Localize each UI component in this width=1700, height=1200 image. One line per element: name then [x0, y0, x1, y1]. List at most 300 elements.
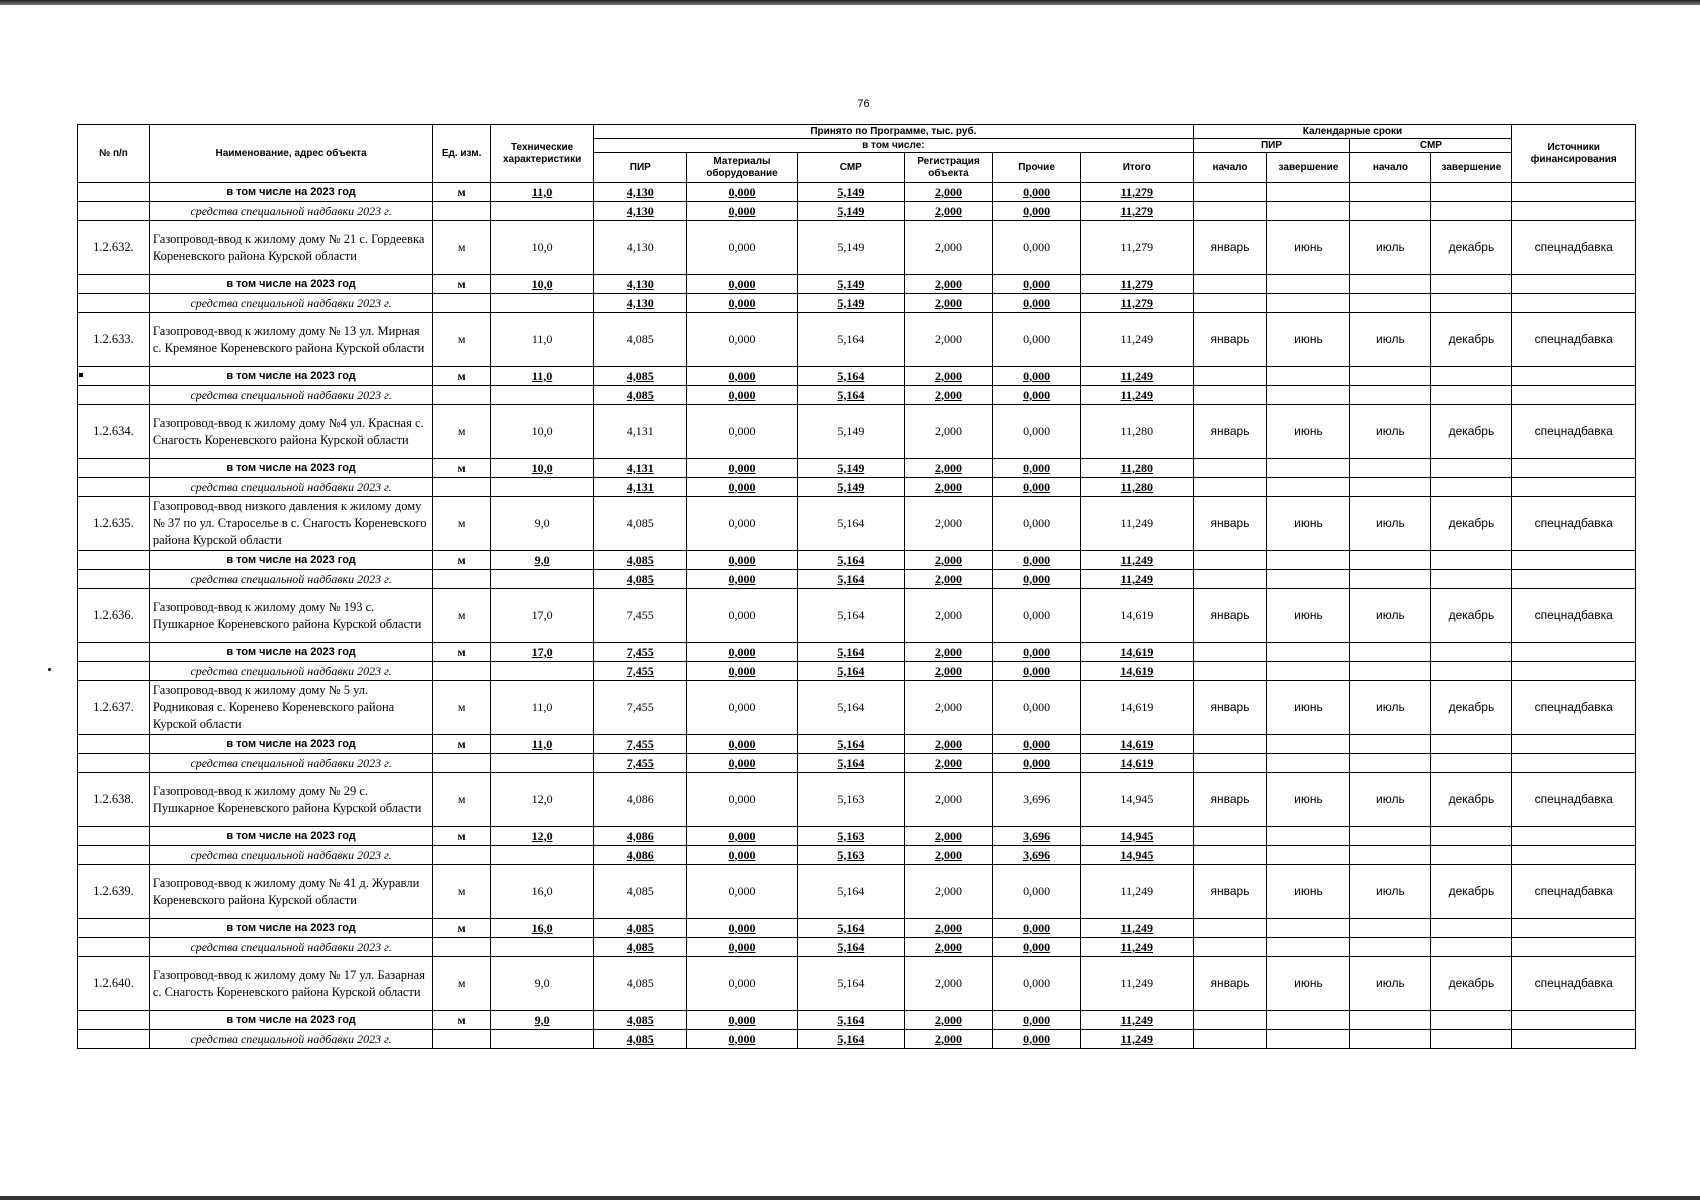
cell-registration: 2,000 [904, 643, 992, 662]
cell-other: 3,696 [993, 773, 1081, 827]
cell-number [78, 386, 150, 405]
cell-smr: 5,164 [797, 957, 904, 1011]
cell-sub-label: в том числе на 2023 год [149, 827, 432, 846]
cell-registration: 2,000 [904, 294, 992, 313]
cell-number: 1.2.632. [78, 221, 150, 275]
cell-smr-end [1431, 183, 1512, 202]
cell-pir: 4,086 [594, 827, 687, 846]
cell-unit: м [433, 681, 491, 735]
cell-total: 11,249 [1081, 386, 1193, 405]
col-header-pir: ПИР [594, 153, 687, 183]
cell-materials: 0,000 [687, 735, 797, 754]
cell-total: 14,619 [1081, 589, 1193, 643]
cell-total: 11,279 [1081, 275, 1193, 294]
cell-other: 0,000 [993, 275, 1081, 294]
cell-object-name: Газопровод-ввод к жилому дому № 193 с. Пушкарное Кореневского района Курской области [149, 589, 432, 643]
cell-smr: 5,149 [797, 405, 904, 459]
cell-pir: 7,455 [594, 754, 687, 773]
cell-smr: 5,164 [797, 919, 904, 938]
cell-other: 0,000 [993, 497, 1081, 551]
cell-pir: 4,085 [594, 1011, 687, 1030]
cell-smr-end [1431, 551, 1512, 570]
cell-total: 11,249 [1081, 957, 1193, 1011]
cell-tech [490, 938, 593, 957]
cell-sub-label: средства специальной надбавки 2023 г. [149, 938, 432, 957]
cell-object-name: Газопровод-ввод к жилому дому №4 ул. Красная с. Снагость Кореневского района Курской области [149, 405, 432, 459]
cell-unit: м [433, 919, 491, 938]
cell-smr-start [1350, 754, 1431, 773]
cell-number: 1.2.639. [78, 865, 150, 919]
cell-number [78, 846, 150, 865]
table-body [78, 183, 1636, 1049]
cell-smr: 5,164 [797, 570, 904, 589]
cell-smr-start [1350, 551, 1431, 570]
col-header-smr: СМР [797, 153, 904, 183]
cell-smr-end: декабрь [1431, 589, 1512, 643]
year-2023-row [78, 643, 1636, 662]
cell-sub-label: средства специальной надбавки 2023 г. [149, 294, 432, 313]
cell-pir-end [1267, 1030, 1350, 1049]
cell-source [1512, 551, 1636, 570]
cell-total: 14,619 [1081, 643, 1193, 662]
cell-tech [490, 202, 593, 221]
cell-pir-end: июнь [1267, 313, 1350, 367]
year-2023-row [78, 1011, 1636, 1030]
cell-pir: 4,085 [594, 386, 687, 405]
cell-tech: 10,0 [490, 221, 593, 275]
cell-other: 0,000 [993, 754, 1081, 773]
cell-total: 11,279 [1081, 183, 1193, 202]
cell-pir-end: июнь [1267, 497, 1350, 551]
cell-smr: 5,164 [797, 681, 904, 735]
cell-registration: 2,000 [904, 827, 992, 846]
cell-total: 14,619 [1081, 662, 1193, 681]
cell-pir: 4,085 [594, 1030, 687, 1049]
cell-materials: 0,000 [687, 957, 797, 1011]
cell-smr-end [1431, 938, 1512, 957]
cell-pir: 4,130 [594, 202, 687, 221]
cell-tech [490, 386, 593, 405]
cell-other: 0,000 [993, 202, 1081, 221]
cell-smr-end: декабрь [1431, 681, 1512, 735]
cell-other: 0,000 [993, 1011, 1081, 1030]
cell-unit [433, 386, 491, 405]
cell-other: 0,000 [993, 570, 1081, 589]
cell-smr-start: июль [1350, 681, 1431, 735]
cell-source [1512, 478, 1636, 497]
cell-object-name: Газопровод-ввод к жилому дому № 41 д. Журавли Кореневского района Курской области [149, 865, 432, 919]
cell-unit: м [433, 497, 491, 551]
cell-smr: 5,149 [797, 275, 904, 294]
cell-number [78, 459, 150, 478]
cell-smr-end [1431, 643, 1512, 662]
cell-unit [433, 662, 491, 681]
year-2023-row [78, 551, 1636, 570]
cell-materials: 0,000 [687, 183, 797, 202]
cell-pir-start [1193, 551, 1267, 570]
cell-total: 11,249 [1081, 938, 1193, 957]
cell-source: спецнадбавка [1512, 773, 1636, 827]
cell-source [1512, 643, 1636, 662]
cell-materials: 0,000 [687, 846, 797, 865]
cell-smr-end [1431, 662, 1512, 681]
cell-pir-start: январь [1193, 405, 1267, 459]
cell-materials: 0,000 [687, 1030, 797, 1049]
cell-total: 11,279 [1081, 202, 1193, 221]
cell-unit [433, 294, 491, 313]
col-header-sources: Источники финансирования [1512, 125, 1636, 183]
cell-pir-start [1193, 735, 1267, 754]
cell-registration: 2,000 [904, 1011, 992, 1030]
cell-other: 0,000 [993, 735, 1081, 754]
cell-other: 0,000 [993, 386, 1081, 405]
cell-materials: 0,000 [687, 202, 797, 221]
cell-smr-start [1350, 1011, 1431, 1030]
cell-unit: м [433, 221, 491, 275]
cell-number: 1.2.637. [78, 681, 150, 735]
cell-total: 11,249 [1081, 367, 1193, 386]
cell-number [78, 294, 150, 313]
cell-object-name: Газопровод-ввод к жилому дому № 21 с. Гордеевка Кореневского района Курской области [149, 221, 432, 275]
special-fund-row [78, 846, 1636, 865]
cell-pir-end [1267, 827, 1350, 846]
cell-other: 0,000 [993, 313, 1081, 367]
year-2023-row [78, 735, 1636, 754]
cell-pir-start [1193, 919, 1267, 938]
cell-pir-start [1193, 459, 1267, 478]
cell-pir-end: июнь [1267, 221, 1350, 275]
cell-other: 0,000 [993, 938, 1081, 957]
cell-registration: 2,000 [904, 662, 992, 681]
cell-smr: 5,164 [797, 386, 904, 405]
cell-other: 0,000 [993, 643, 1081, 662]
cell-pir-end [1267, 570, 1350, 589]
cell-materials: 0,000 [687, 681, 797, 735]
cell-pir-start [1193, 294, 1267, 313]
cell-smr-end [1431, 754, 1512, 773]
cell-smr-start [1350, 846, 1431, 865]
cell-materials: 0,000 [687, 589, 797, 643]
cell-smr-start [1350, 827, 1431, 846]
cell-smr-end [1431, 1011, 1512, 1030]
cell-smr-end: декабрь [1431, 497, 1512, 551]
cell-materials: 0,000 [687, 275, 797, 294]
cell-total: 11,279 [1081, 221, 1193, 275]
cell-source [1512, 386, 1636, 405]
cell-smr-start [1350, 735, 1431, 754]
cell-pir-start: январь [1193, 957, 1267, 1011]
cell-pir: 4,086 [594, 846, 687, 865]
cell-tech [490, 846, 593, 865]
cell-source: спецнадбавка [1512, 405, 1636, 459]
object-row [78, 221, 1636, 275]
cell-smr-end: декабрь [1431, 313, 1512, 367]
cell-pir: 4,085 [594, 313, 687, 367]
cell-tech [490, 570, 593, 589]
cell-pir: 7,455 [594, 735, 687, 754]
cell-unit: м [433, 405, 491, 459]
cell-registration: 2,000 [904, 938, 992, 957]
cell-smr: 5,164 [797, 643, 904, 662]
cell-materials: 0,000 [687, 1011, 797, 1030]
cell-sub-label: в том числе на 2023 год [149, 919, 432, 938]
cell-total: 11,280 [1081, 405, 1193, 459]
cell-pir-end [1267, 386, 1350, 405]
cell-smr-start: июль [1350, 773, 1431, 827]
col-header-tech: Технические характеристики [490, 125, 593, 183]
cell-pir-end: июнь [1267, 957, 1350, 1011]
cell-other: 3,696 [993, 846, 1081, 865]
cell-smr-end [1431, 459, 1512, 478]
cell-unit: м [433, 957, 491, 1011]
cell-object-name: Газопровод-ввод к жилому дому № 5 ул. Родниковая с. Коренево Кореневского района Курской области [149, 681, 432, 735]
cell-tech: 11,0 [490, 367, 593, 386]
cell-tech: 11,0 [490, 735, 593, 754]
cell-total: 11,249 [1081, 313, 1193, 367]
special-fund-row [78, 386, 1636, 405]
cell-other: 0,000 [993, 183, 1081, 202]
cell-materials: 0,000 [687, 865, 797, 919]
cell-tech [490, 294, 593, 313]
cell-smr-start [1350, 1030, 1431, 1049]
page-number: 76 [857, 98, 870, 110]
cell-smr-start [1350, 478, 1431, 497]
cell-smr: 5,164 [797, 551, 904, 570]
cell-pir-start: январь [1193, 773, 1267, 827]
cell-pir-end: июнь [1267, 589, 1350, 643]
special-fund-row [78, 754, 1636, 773]
cell-pir-start [1193, 1030, 1267, 1049]
cell-unit [433, 570, 491, 589]
cell-total: 14,945 [1081, 773, 1193, 827]
cell-other: 0,000 [993, 589, 1081, 643]
cell-total: 11,249 [1081, 570, 1193, 589]
cell-registration: 2,000 [904, 221, 992, 275]
col-header-smr-end: завершение [1431, 153, 1512, 183]
cell-registration: 2,000 [904, 367, 992, 386]
cell-pir-end [1267, 551, 1350, 570]
cell-sub-label: средства специальной надбавки 2023 г. [149, 478, 432, 497]
cell-smr: 5,164 [797, 662, 904, 681]
cell-other: 0,000 [993, 551, 1081, 570]
special-fund-row [78, 478, 1636, 497]
cell-number [78, 1030, 150, 1049]
cell-sub-label: в том числе на 2023 год [149, 735, 432, 754]
cell-materials: 0,000 [687, 643, 797, 662]
cell-total: 11,279 [1081, 294, 1193, 313]
cell-registration: 2,000 [904, 313, 992, 367]
cell-pir-start: январь [1193, 313, 1267, 367]
cell-smr-end [1431, 919, 1512, 938]
special-fund-row [78, 1030, 1636, 1049]
cell-materials: 0,000 [687, 754, 797, 773]
cell-total: 14,619 [1081, 754, 1193, 773]
cell-smr-start [1350, 202, 1431, 221]
cell-unit: м [433, 865, 491, 919]
cell-smr-start [1350, 570, 1431, 589]
cell-smr-start [1350, 367, 1431, 386]
cell-smr-end [1431, 386, 1512, 405]
cell-smr: 5,164 [797, 497, 904, 551]
cell-pir-start [1193, 570, 1267, 589]
cell-pir-end [1267, 643, 1350, 662]
cell-source [1512, 459, 1636, 478]
cell-smr-start [1350, 275, 1431, 294]
cell-unit: м [433, 735, 491, 754]
cell-registration: 2,000 [904, 846, 992, 865]
cell-smr: 5,149 [797, 294, 904, 313]
cell-smr: 5,164 [797, 938, 904, 957]
cell-pir: 4,131 [594, 478, 687, 497]
cell-unit [433, 202, 491, 221]
cell-unit: м [433, 313, 491, 367]
cell-smr: 5,149 [797, 221, 904, 275]
cell-smr: 5,149 [797, 478, 904, 497]
cell-smr-start: июль [1350, 497, 1431, 551]
table-header [78, 125, 1636, 183]
cell-tech: 9,0 [490, 551, 593, 570]
cell-smr: 5,164 [797, 589, 904, 643]
col-header-registration: Регистрация объекта [904, 153, 992, 183]
cell-tech [490, 1030, 593, 1049]
cell-sub-label: средства специальной надбавки 2023 г. [149, 754, 432, 773]
cell-source: спецнадбавка [1512, 681, 1636, 735]
cell-pir: 4,085 [594, 957, 687, 1011]
cell-smr-end: декабрь [1431, 405, 1512, 459]
cell-pir-end: июнь [1267, 405, 1350, 459]
cell-materials: 0,000 [687, 367, 797, 386]
cell-other: 0,000 [993, 865, 1081, 919]
cell-other: 0,000 [993, 221, 1081, 275]
cell-sub-label: средства специальной надбавки 2023 г. [149, 570, 432, 589]
cell-total: 11,280 [1081, 459, 1193, 478]
cell-smr-start [1350, 183, 1431, 202]
cell-pir-end [1267, 202, 1350, 221]
cell-pir: 4,085 [594, 570, 687, 589]
cell-sub-label: в том числе на 2023 год [149, 367, 432, 386]
cell-smr-start: июль [1350, 405, 1431, 459]
cell-source: спецнадбавка [1512, 221, 1636, 275]
cell-other: 0,000 [993, 1030, 1081, 1049]
cell-pir-end [1267, 735, 1350, 754]
cell-other: 0,000 [993, 405, 1081, 459]
cell-smr: 5,163 [797, 773, 904, 827]
cell-smr-start [1350, 294, 1431, 313]
object-row [78, 957, 1636, 1011]
cell-registration: 2,000 [904, 773, 992, 827]
cell-smr-start: июль [1350, 865, 1431, 919]
cell-registration: 2,000 [904, 497, 992, 551]
cell-sub-label: средства специальной надбавки 2023 г. [149, 1030, 432, 1049]
cell-smr-end [1431, 275, 1512, 294]
cell-registration: 2,000 [904, 957, 992, 1011]
year-2023-row [78, 367, 1636, 386]
cell-tech: 17,0 [490, 643, 593, 662]
cell-source: спецнадбавка [1512, 957, 1636, 1011]
cell-sub-label: в том числе на 2023 год [149, 275, 432, 294]
cell-pir: 7,455 [594, 681, 687, 735]
cell-total: 11,249 [1081, 865, 1193, 919]
cell-pir-start [1193, 1011, 1267, 1030]
cell-smr-end: декабрь [1431, 865, 1512, 919]
special-fund-row [78, 294, 1636, 313]
cell-tech: 11,0 [490, 681, 593, 735]
cell-tech: 9,0 [490, 1011, 593, 1030]
cell-materials: 0,000 [687, 221, 797, 275]
year-2023-row [78, 183, 1636, 202]
cell-tech: 16,0 [490, 919, 593, 938]
cell-source [1512, 754, 1636, 773]
cell-smr: 5,164 [797, 735, 904, 754]
object-row [78, 589, 1636, 643]
cell-registration: 2,000 [904, 1030, 992, 1049]
cell-smr-start [1350, 938, 1431, 957]
cell-smr: 5,164 [797, 754, 904, 773]
cell-pir-end [1267, 275, 1350, 294]
cell-tech: 9,0 [490, 957, 593, 1011]
cell-unit: м [433, 773, 491, 827]
cell-unit [433, 1030, 491, 1049]
cell-tech: 10,0 [490, 405, 593, 459]
cell-source [1512, 919, 1636, 938]
cell-source [1512, 294, 1636, 313]
object-row [78, 405, 1636, 459]
cell-smr: 5,163 [797, 827, 904, 846]
cell-number: 1.2.635. [78, 497, 150, 551]
cell-pir-end [1267, 754, 1350, 773]
cell-smr-end [1431, 735, 1512, 754]
cell-smr-end [1431, 478, 1512, 497]
cell-pir: 4,085 [594, 919, 687, 938]
cell-sub-label: в том числе на 2023 год [149, 1011, 432, 1030]
cell-registration: 2,000 [904, 754, 992, 773]
cell-materials: 0,000 [687, 773, 797, 827]
cell-smr-start [1350, 386, 1431, 405]
cell-unit: м [433, 367, 491, 386]
cell-pir-end [1267, 938, 1350, 957]
cell-pir-start: январь [1193, 497, 1267, 551]
cell-object-name: Газопровод-ввод к жилому дому № 29 с. Пушкарное Кореневского района Курской области [149, 773, 432, 827]
cell-smr-start [1350, 919, 1431, 938]
cell-unit [433, 938, 491, 957]
cell-source [1512, 183, 1636, 202]
cell-source [1512, 827, 1636, 846]
cell-other: 0,000 [993, 681, 1081, 735]
cell-registration: 2,000 [904, 459, 992, 478]
cell-source [1512, 275, 1636, 294]
cell-tech: 10,0 [490, 275, 593, 294]
cell-smr: 5,149 [797, 459, 904, 478]
cell-sub-label: средства специальной надбавки 2023 г. [149, 846, 432, 865]
cell-number: 1.2.633. [78, 313, 150, 367]
cell-source [1512, 1030, 1636, 1049]
cell-registration: 2,000 [904, 183, 992, 202]
cell-total: 14,945 [1081, 827, 1193, 846]
cell-pir: 4,130 [594, 221, 687, 275]
cell-pir-start [1193, 202, 1267, 221]
special-fund-row [78, 570, 1636, 589]
cell-materials: 0,000 [687, 313, 797, 367]
cell-smr-end [1431, 202, 1512, 221]
cell-smr-start [1350, 643, 1431, 662]
cell-tech [490, 662, 593, 681]
cell-pir-end [1267, 919, 1350, 938]
cell-smr-start: июль [1350, 589, 1431, 643]
cell-other: 0,000 [993, 919, 1081, 938]
scan-speck [48, 668, 51, 671]
cell-materials: 0,000 [687, 938, 797, 957]
cell-number [78, 478, 150, 497]
